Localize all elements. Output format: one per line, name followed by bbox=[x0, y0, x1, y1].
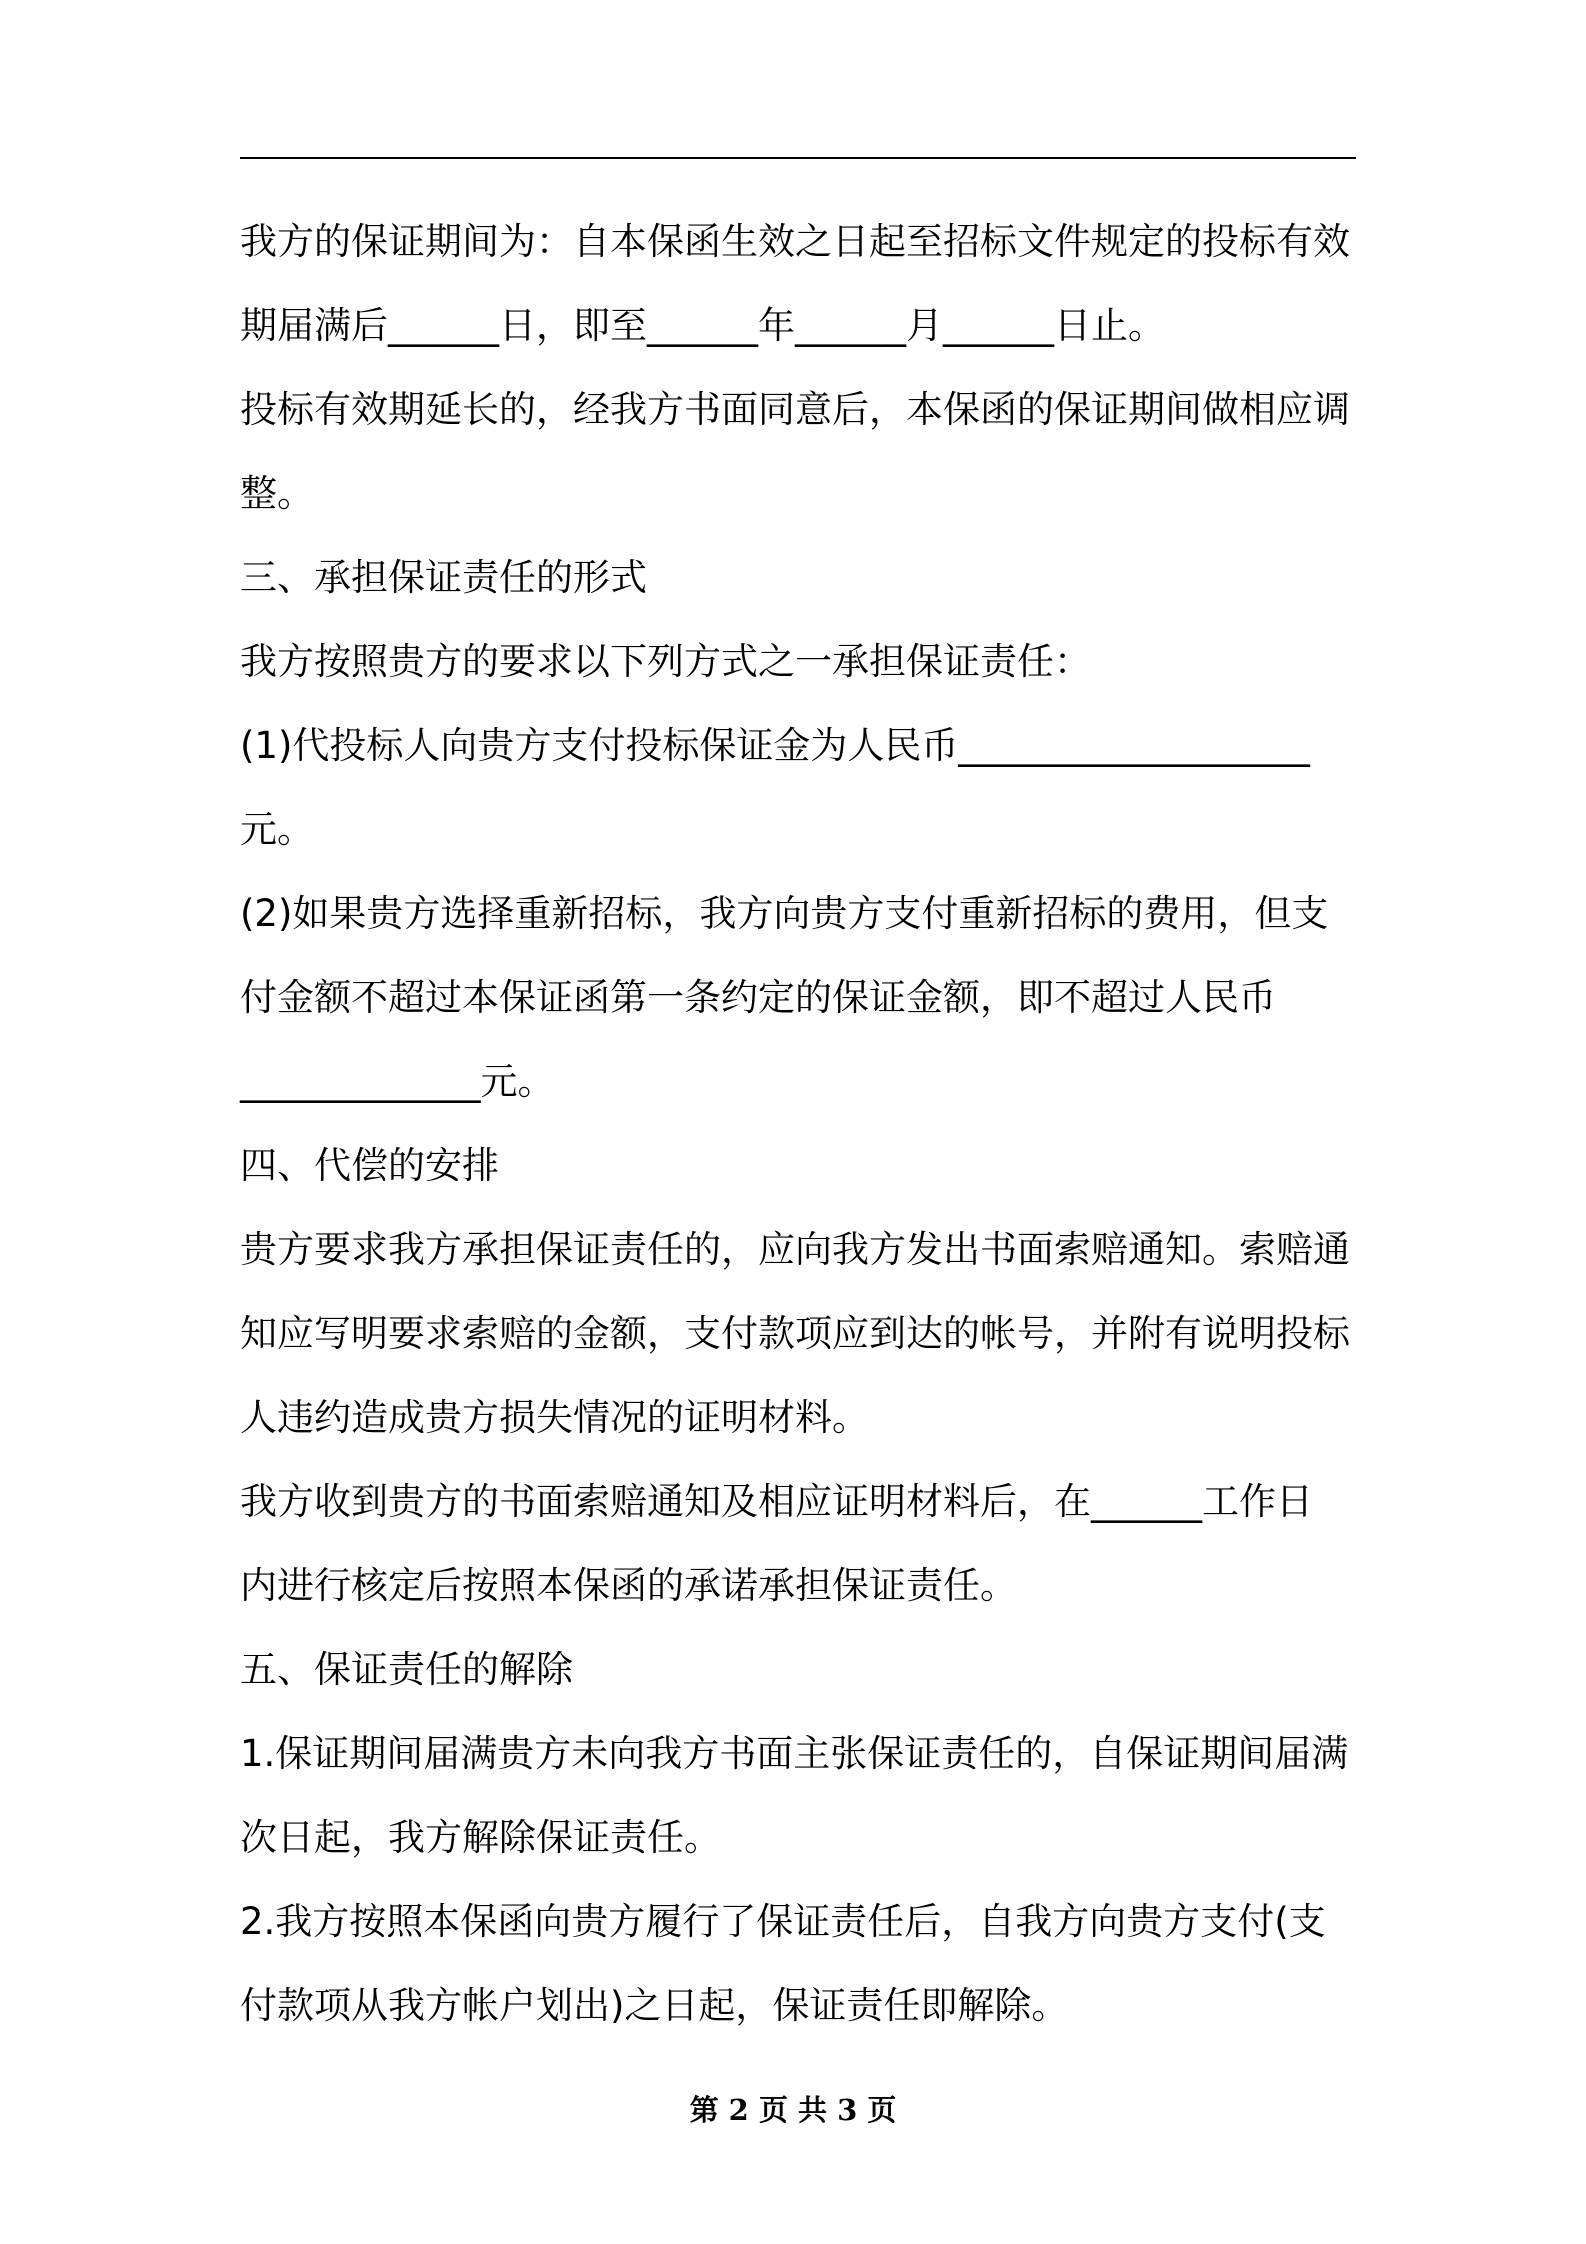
page-number: 第 2 页 共 3 页 bbox=[689, 2093, 897, 2127]
section-heading-4: 四、代偿的安排 bbox=[240, 1144, 499, 1187]
section-heading-3: 三、承担保证责任的形式 bbox=[240, 556, 647, 599]
text-line: 我方的保证期间为：自本保函生效之日起至招标文件规定的投标有效 bbox=[240, 220, 1350, 263]
text-line: 2.我方按照本保函向贵方履行了保证责任后，自我方向贵方支付(支 bbox=[240, 1900, 1326, 1943]
text-line: 付款项从我方帐户划出)之日起，保证责任即解除。 bbox=[240, 1984, 1069, 2027]
section-heading-5: 五、保证责任的解除 bbox=[240, 1648, 573, 1691]
text-line: 贵方要求我方承担保证责任的，应向我方发出书面索赔通知。索赔通 bbox=[240, 1228, 1350, 1271]
text-line: 元。 bbox=[240, 808, 314, 851]
header-rule bbox=[240, 157, 1356, 159]
text-line: _____________元。 bbox=[240, 1060, 555, 1103]
text-line: 我方按照贵方的要求以下列方式之一承担保证责任： bbox=[240, 640, 1091, 683]
text-line: 整。 bbox=[240, 472, 314, 515]
text-line: 1.保证期间届满贵方未向我方书面主张保证责任的，自保证期间届满 bbox=[240, 1732, 1349, 1775]
text-line: 投标有效期延长的，经我方书面同意后，本保函的保证期间做相应调 bbox=[240, 388, 1350, 431]
text-line: 人违约造成贵方损失情况的证明材料。 bbox=[240, 1396, 869, 1439]
text-line: 次日起，我方解除保证责任。 bbox=[240, 1816, 721, 1859]
text-line: (2)如果贵方选择重新招标，我方向贵方支付重新招标的费用，但支 bbox=[240, 892, 1329, 935]
text-line: 我方收到贵方的书面索赔通知及相应证明材料后，在______工作日 bbox=[240, 1480, 1313, 1523]
text-line: 知应写明要求索赔的金额，支付款项应到达的帐号，并附有说明投标 bbox=[240, 1312, 1350, 1355]
text-line: 期届满后______日，即至______年______月______日止。 bbox=[240, 304, 1165, 347]
document-body bbox=[240, 200, 1356, 2048]
text-line: 内进行核定后按照本保函的承诺承担保证责任。 bbox=[240, 1564, 1017, 1607]
text-line: 付金额不超过本保证函第一条约定的保证金额，即不超过人民币 bbox=[240, 976, 1276, 1019]
text-line: (1)代投标人向贵方支付投标保证金为人民币___________________ bbox=[240, 724, 1310, 767]
